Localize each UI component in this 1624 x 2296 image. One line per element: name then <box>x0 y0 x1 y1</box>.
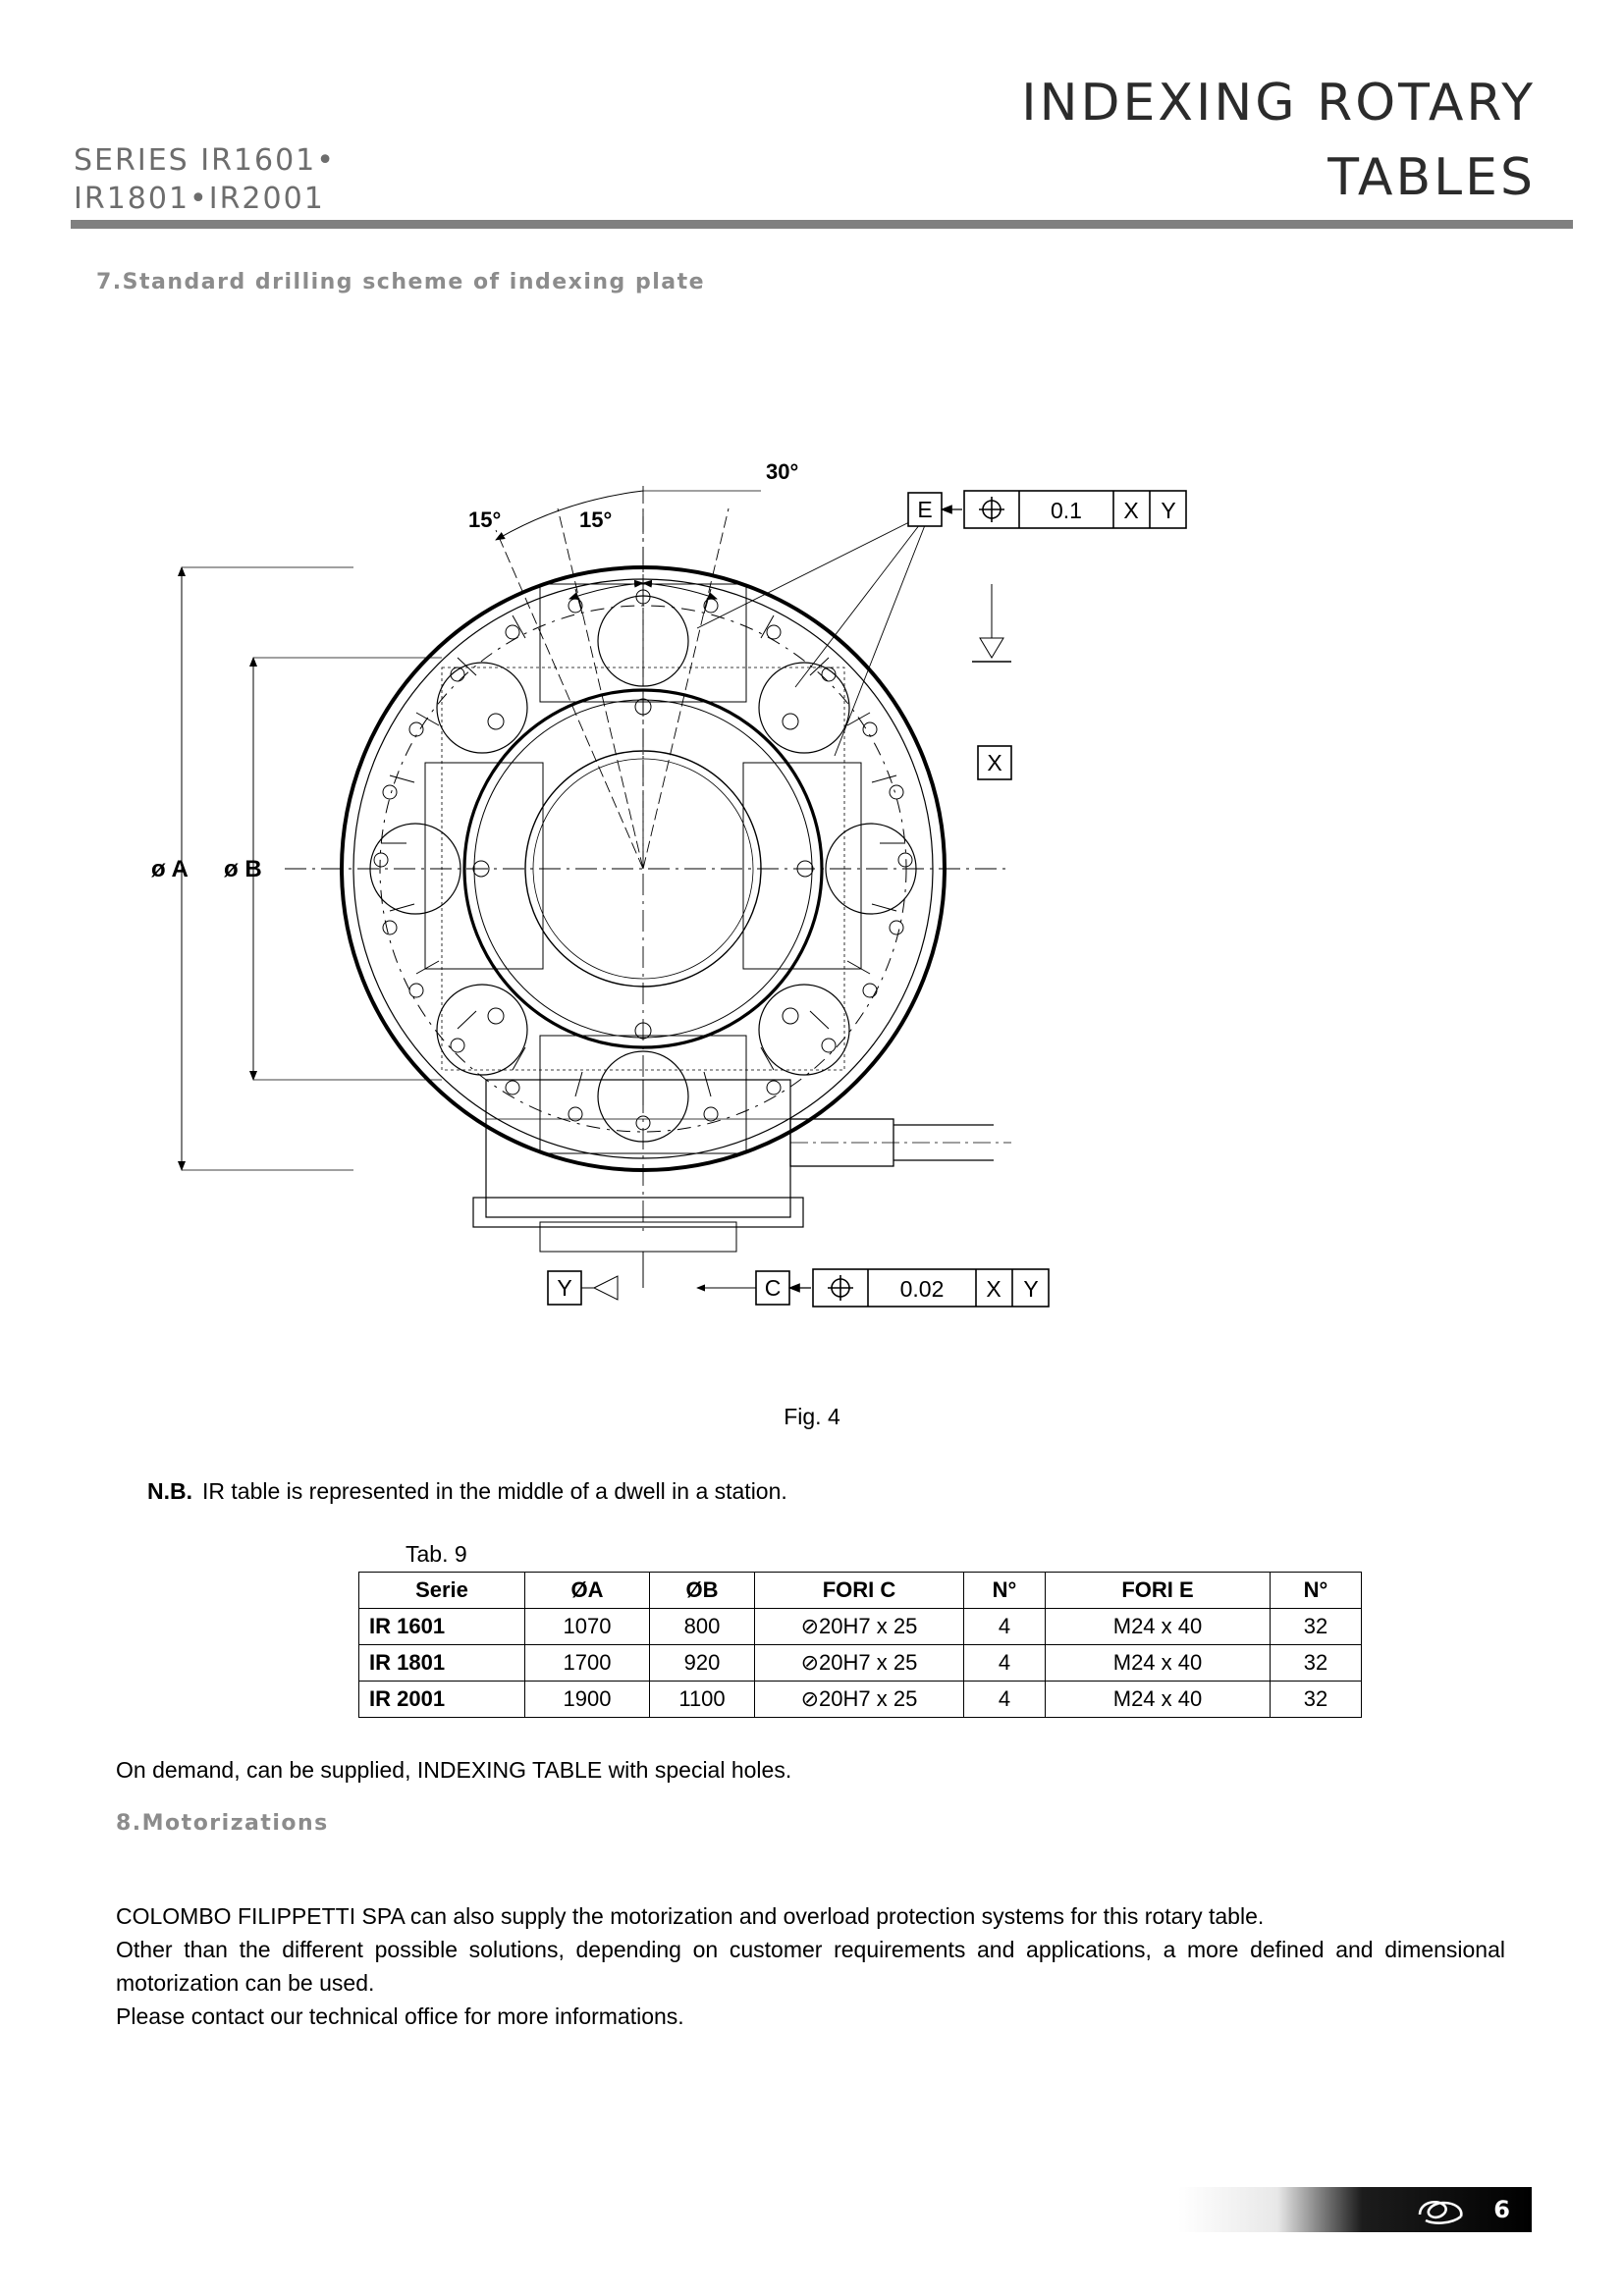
table-header-row <box>359 1573 1362 1609</box>
cell-serie: IR 2001 <box>359 1682 525 1718</box>
cell-n-e: 32 <box>1271 1645 1362 1682</box>
table-row <box>359 1609 1362 1645</box>
tolerance-value-top: 0.1 <box>1051 498 1082 523</box>
cell-n-c: 4 <box>964 1682 1046 1718</box>
tolerance-ref-x-bottom: X <box>986 1276 1001 1302</box>
note-row <box>147 1478 787 1505</box>
cell-serie: IR 1601 <box>359 1609 525 1645</box>
note-text: IR table is represented in the middle of a dwell in a station. <box>202 1478 787 1504</box>
column-header-fori-c: FORI C <box>755 1573 964 1609</box>
cell-serie: IR 1801 <box>359 1645 525 1682</box>
tolerance-value-bottom: 0.02 <box>899 1276 945 1302</box>
table-row <box>359 1645 1362 1682</box>
document-title-line-2: TABLES <box>1327 148 1536 207</box>
datum-c: C <box>764 1275 782 1301</box>
diameter-label-b: ø B <box>224 856 262 882</box>
footer-gradient-bar <box>1178 2187 1532 2232</box>
cell-diameter-b: 1100 <box>650 1682 755 1718</box>
cell-diameter-a: 1700 <box>525 1645 650 1682</box>
column-header-fori-e: FORI E <box>1046 1573 1271 1609</box>
table-row <box>359 1682 1362 1718</box>
specifications-table <box>358 1572 1362 1718</box>
page-header <box>0 0 1624 236</box>
diameter-label-a: ø A <box>151 856 189 882</box>
cell-diameter-a: 1070 <box>525 1609 650 1645</box>
column-header-n-c: N° <box>964 1573 1046 1609</box>
page-number: 6 <box>1493 2196 1510 2223</box>
section-title-8: 8.Motorizations <box>116 1811 329 1836</box>
tolerance-ref-x-top: X <box>1123 498 1139 523</box>
cell-n-e: 32 <box>1271 1609 1362 1645</box>
motorizations-body <box>116 1899 1505 2033</box>
cell-diameter-b: 920 <box>650 1645 755 1682</box>
cell-n-c: 4 <box>964 1609 1046 1645</box>
series-line-2: IR1801•IR2001 <box>74 182 325 216</box>
cell-fori-c: ⊘20H7 x 25 <box>755 1609 964 1645</box>
cell-fori-e: M24 x 40 <box>1046 1609 1271 1645</box>
page-footer <box>1178 2187 1532 2232</box>
figure-caption: Fig. 4 <box>784 1404 840 1429</box>
datum-y: Y <box>557 1275 572 1301</box>
technical-drawing-figure <box>147 334 1502 1394</box>
cell-fori-e: M24 x 40 <box>1046 1682 1271 1718</box>
cell-fori-c: ⊘20H7 x 25 <box>755 1645 964 1682</box>
column-header-diameter-b: ØB <box>650 1573 755 1609</box>
body-paragraph-3: Please contact our technical office for more informations. <box>116 2003 684 2029</box>
cell-diameter-a: 1900 <box>525 1682 650 1718</box>
cell-diameter-b: 800 <box>650 1609 755 1645</box>
column-header-diameter-a: ØA <box>525 1573 650 1609</box>
header-divider <box>71 220 1573 229</box>
note-label: N.B. <box>147 1478 192 1504</box>
cell-fori-c: ⊘20H7 x 25 <box>755 1682 964 1718</box>
datum-e: E <box>917 497 933 522</box>
document-title-line-1: INDEXING ROTARY <box>1021 74 1536 133</box>
angle-label-15-left: 15° <box>468 507 502 532</box>
angle-label-15-right: 15° <box>579 507 613 532</box>
body-paragraph-1: COLOMBO FILIPPETTI SPA can also supply the motorization and overload protection systems for this rotary table. <box>116 1903 1265 1929</box>
cell-n-c: 4 <box>964 1645 1046 1682</box>
column-header-n-e: N° <box>1271 1573 1362 1609</box>
column-header-serie: Serie <box>359 1573 525 1609</box>
tolerance-ref-y-top: Y <box>1161 498 1176 523</box>
series-line-1: SERIES IR1601• <box>74 143 336 178</box>
datum-x: X <box>987 750 1002 775</box>
tolerance-ref-y-bottom: Y <box>1023 1276 1039 1302</box>
table-footnote: On demand, can be supplied, INDEXING TABLE with special holes. <box>116 1757 792 1783</box>
cell-fori-e: M24 x 40 <box>1046 1645 1271 1682</box>
body-paragraph-2: Other than the different possible solutions, depending on customer requirements and applications, a more defined and dimensional motorization can be used. <box>116 1937 1505 1996</box>
table-label: Tab. 9 <box>406 1541 467 1567</box>
cell-n-e: 32 <box>1271 1682 1362 1718</box>
section-title-7: 7.Standard drilling scheme of indexing plate <box>96 270 706 294</box>
company-logo-icon <box>1412 2191 1471 2228</box>
angle-label-30: 30° <box>766 459 799 484</box>
